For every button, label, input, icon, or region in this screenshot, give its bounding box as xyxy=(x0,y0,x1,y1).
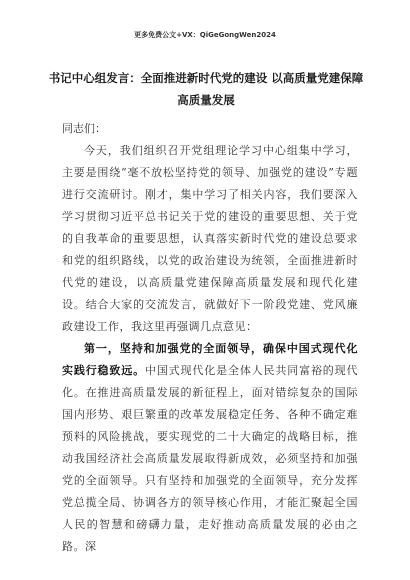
document-body xyxy=(62,118,358,558)
salutation: 同志们： xyxy=(62,122,106,135)
document-title: 书记中心组发言：全面推进新时代党的建设 以高质量党建保障高质量发展 xyxy=(48,71,364,107)
point-body: 中国式现代化是全体人民共同富裕的现代化。在推进高质量发展的新征程上，面对错综复杂的国际国内形势、艰巨繁重的改革发展稳定任务、各种不确定难预料的风险挑战，要实现党的二十大确定的战略目标，推动我国经济社会高质量发展取得新成效，必须坚持和加强党的全面领导。只有坚持和加强党的全面领导，充分发挥党总揽全局、协调各方的领导核心作用，才能汇聚起全国人民的智慧和磅礴力量，走好推动高质量发展的必由之路。深 xyxy=(62,364,359,553)
paragraph-intro: 今天，我们组织召开党组理论学习中心组集中学习，主要是围绕“毫不放松坚持党的领导、加强党的建设”专题进行交流研讨。刚才，集中学习了相关内容，我们要深入学习贯彻习近平总书记关于党的建设的重要思想、关于党的自我革命的重要思想，认真落实新时代党的建设总要求和党的组织路线，以党的政治建设为统领，全面推进新时代党的建设，以高质量党建保障高质量发展和现代化建设。结合大家的交流发言，就做好下一阶段党建、党风廉政建设工作，我这里再强调几点意见： xyxy=(62,144,358,333)
point-heading: 第一，坚持和加强党的全面领导，确保中国式现代化实践行稳致远。 xyxy=(62,342,358,377)
paragraph-first-point xyxy=(62,338,358,558)
header-note: 更多免费公文+VX：QiGeGongWen2024 xyxy=(134,31,276,39)
